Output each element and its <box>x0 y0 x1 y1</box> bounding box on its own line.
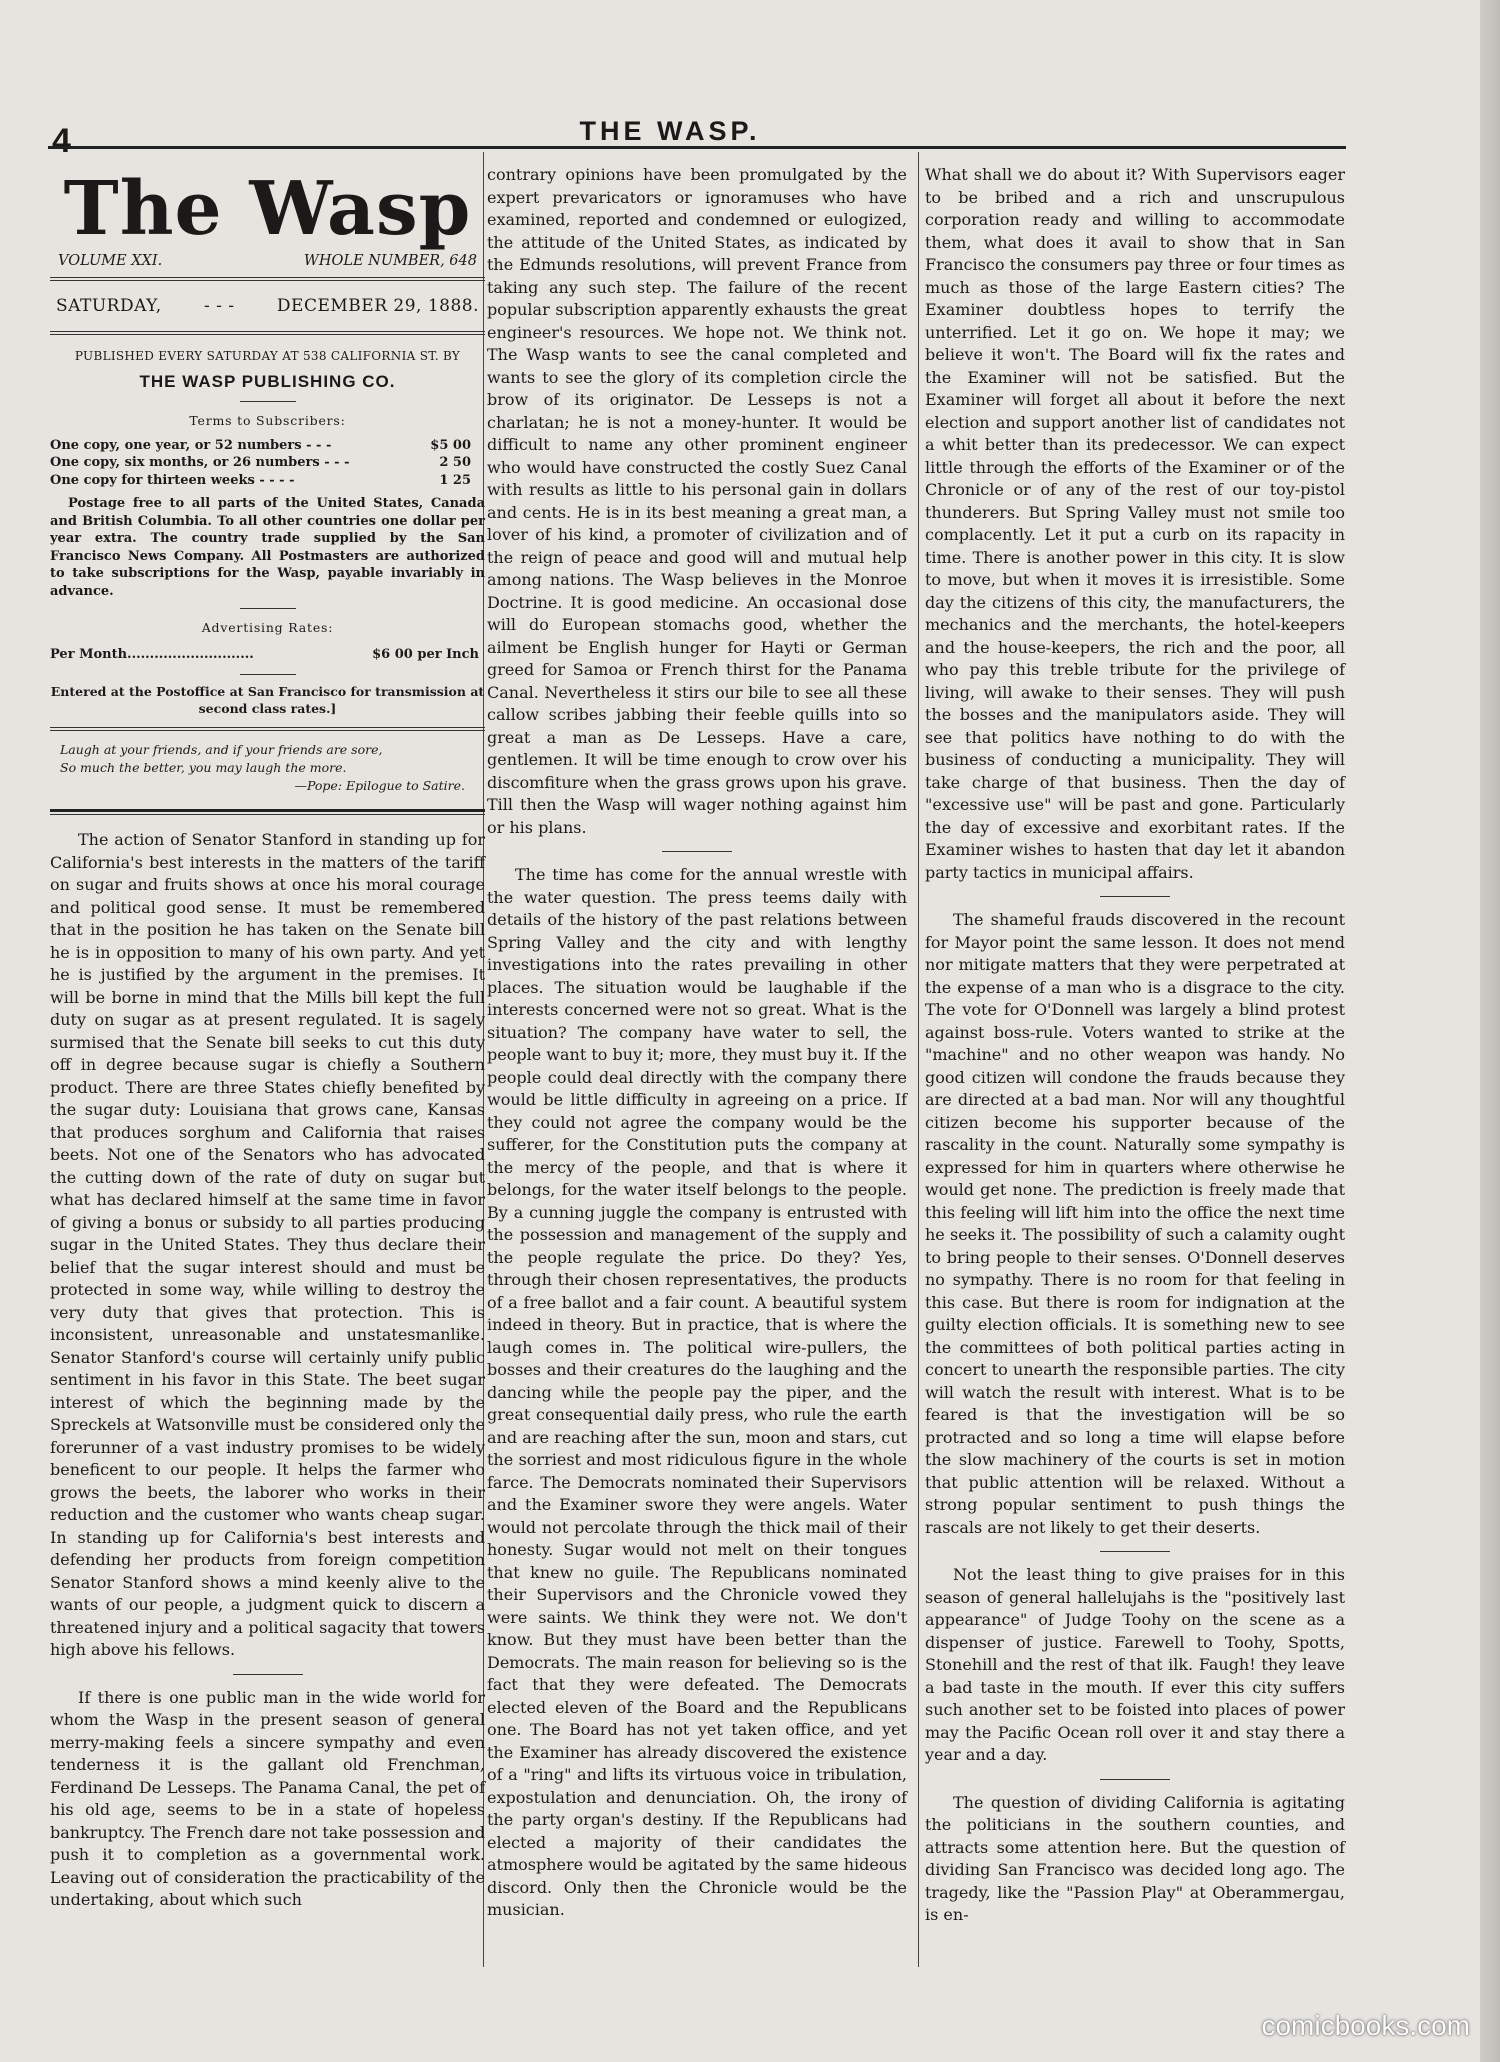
masthead-rule-2 <box>50 331 485 335</box>
entered-note: Entered at the Postoffice at San Francisco for transmission at second class rates.] <box>50 684 485 716</box>
motto-line-1: Laugh at your friends, and if your friends are sore, <box>60 742 383 757</box>
column-3 <box>925 164 1345 1927</box>
rate-label: One copy, one year, or 52 numbers - - - <box>50 437 332 453</box>
publisher-name: THE WASP PUBLISHING CO. <box>139 371 396 391</box>
masthead-bottom-rule <box>50 809 485 812</box>
motto-rule <box>50 727 485 731</box>
date-row <box>50 285 485 328</box>
subscription-rates <box>50 437 485 490</box>
page-number: 4 <box>52 122 71 160</box>
article-frauds: The shameful frauds discovered in the recount for Mayor point the same lesson. It does not mend nor mitigate matters that they were perpetrated at the expense of a man who is a disgrace to the city. The vote for O'Donnell was largely a blind protest against boss-rule. Voters wanted to strike at the "machine" and no other weapon was handy. No good citizen will condone the frauds because they are directed at a bad man. Nor will any thoughtful citizen become his supporter because of the rascality in the count. Naturally some sympathy is expressed for him in quarters where otherwise he would get none. The prediction is freely made that this feeling will lift him into the office the next time he seeks it. The possibility of such a calamity ought to bring people to their senses. O'Donnell deserves no sympathy. There is no room for that feeling in this case. But there is room for indignation at the guilty election officials. It is something new to see the committees of both political parties acting in concert to unearth the responsible parties. The city will watch the result with interest. What is to be feared is that the investigation will be so protracted and so long a time will elapse before the slow machinery of the courts is set in motion that public attention will be relaxed. Without a strong popular sentiment to push things the rascals are not likely to get their deserts. <box>925 910 1345 1537</box>
article-water-continued: What shall we do about it? With Supervisors eager to be bribed and a rich and unscrupulous corporation ready and willing to accommodate them, what does it avail to show that in San Francisco the consumers pay three or four times as much as those of the large Eastern cities? The Examiner doubtless hopes to terrify the unterrified. Let it go on. We hope it may; we believe it won't. The Board will fix the rates and the Examiner will not be satisfied. But the Examiner will forget all about it before the next election and support another list of candidates not a whit better than its predecessor. We can expect little through the efforts of the Examiner or of the Chronicle or of any of the rest of our toy-pistol thunderers. But Spring Valley must not smile too complacently. Let it put a curb on its rapacity in time. There is another power in this city. It is slow to move, but when it moves it is irresistible. Some day the citizens of this city, the manufacturers, the mechanics and the merchants, the hotel-keepers and the house-keepers, the rich and the poor, all who pay this treble tribute for the privilege of living, will awake to their senses. They will push the bosses and the manipulators aside. They will see that politics have nothing to do with the business of conducting a municipality. They will take charge of that business. Then the day of "excessive use" will be past and gone. Particularly the day of excessive and exorbitant rates. If the Examiner wishes to hasten that day let it abandon party tactics in municipal affairs. <box>925 165 1345 882</box>
column-2 <box>487 164 907 1922</box>
article-separator <box>1100 896 1170 897</box>
advertising-heading: Advertising Rates: <box>201 620 334 635</box>
terms-heading: Terms to Subscribers: <box>189 413 346 428</box>
rate-row <box>50 437 485 455</box>
header-rule <box>48 146 1346 149</box>
page-edge-shadow <box>1480 0 1500 2062</box>
article-stanford: The action of Senator Stanford in standing up for California's best interests in the matters of the tariff on sugar and fruits shows at once his moral courage and political good sense. It must be remembered that in the position he has taken on the Senate bill he is in opposition to many of his own party. And yet he is justified by the argument in the premises. It will be borne in mind that the Mills bill kept the full duty on sugar as at present regulated. It is sagely surmised that the Senate bill seeks to cut this duty off in degree because sugar is chiefly a Southern product. There are three States chiefly benefited by the sugar duty: Louisiana that grows cane, Kansas that produces sorghum and California that raises beets. Not one of the Senators who has advocated the cutting down of the rate of duty on sugar but what has declared himself at the same time in favor of giving a bonus or subsidy to all parties producing sugar in the United States. They thus declare their belief that the sugar interest should and must be protected in some way, while willing to destroy the very duty that gives that protection. This is inconsistent, unreasonable and unstatesmanlike. Senator Stanford's course will certainly unify public sentiment in his favor in this State. The beet sugar interest of which the beginning made by the Spreckels at Watsonville must be considered only the forerunner of a vast industry promises to be widely beneficent to our people. It helps the farmer who grows the beets, the laborer who works in their reduction and the customer who wants cheap sugar. In standing up for California's best interests and defending her products from foreign competition Senator Stanford shows a mind keenly alive to the wants of our people, a judgment quick to discern a threatened injury and a political sagacity that towers high above his fellows. <box>50 830 485 1659</box>
motto-line-2: So much the better, you may laugh the more. <box>60 760 347 775</box>
rate-price: 2 50 <box>439 455 471 470</box>
volume-number: VOLUME XXI. <box>58 253 163 269</box>
article-dividing: The question of dividing California is agitating the politicians in the southern counties, and attracts some attention here. But the question of dividing San Francisco was decided long ago. The tragedy, like the "Passion Play" at Oberammergau, is en- <box>925 1792 1345 1924</box>
article-separator <box>662 851 732 852</box>
rate-price: 1 25 <box>439 472 471 488</box>
short-rule <box>240 608 296 609</box>
article-separator <box>1100 1551 1170 1552</box>
running-title: THE WASP. <box>579 116 761 146</box>
motto-source: —Pope: Epilogue to Satire. <box>294 778 465 793</box>
masthead-rule <box>50 277 485 281</box>
article-water-start: The time has come for the annual wrestle with the water question. The press teems daily with details of the history of the past relations between Spring Valley and the city and with lengthy investigations into the rates prevailing in other places. The situation would be laughable if the interests concerned were not so great. What is the situation? The company have water to sell, the people want to buy it; more, they must buy it. If the people could deal directly with the company there would be little difficulty in agreeing on a price. If they could not agree the company would be the sufferer, for the Constitution puts the company at the mercy of the people, and that is where it belongs, for the water itself belongs to the people. By a cunning juggle the company is entrusted with the possession and management of the supply and the people regulate the price. Do they? Yes, through their chosen representatives, the products of a free ballot and a fair count. A beautiful system indeed in theory. But in practice, that is where the laugh comes in. The political wire-pullers, the bosses and their creatures do the laughing and the dancing while the people pay the piper, and the great consequential daily press, who rule the earth and are reaching after the sun, moon and stars, cut the sorriest and most ridiculous figure in the whole farce. The Democrats nominated their Supervisors and the Examiner swore they were angels. Water would not percolate through the thick mail of their honesty. Sugar would not melt on their tongues that knew no guile. The Republicans nominated their Supervisors and the Chronicle vowed they were saints. We think they were not. We don't know. But they must have been better than the Democrats. The main reason for believing so is the fact that they were defeated. The Democrats elected eleven of the Board and the Republicans one. The Board has not yet taken office, and yet the Examiner has already discovered the existence of a "ring" and lifts its virtuous voice in tribulation, expostulation and denunciation. Oh, the irony of the party organ's destiny. If the Republicans had elected a majority of their candidates the atmosphere would be agitated by the same hideous discord. Only then the Chronicle would be the musician. <box>487 865 907 1919</box>
short-rule <box>240 674 296 675</box>
article-lesseps-start: If there is one public man in the wide world for whom the Wasp in the present season of general merry-making feels a sincere sympathy and even tenderness it is the gallant old Frenchman, Ferdinand De Lesseps. The Panama Canal, the pet of his old age, seems to be in a state of hopeless bankruptcy. The French dare not take possession and push it to completion as a governmental work. Leaving out of consideration the practicability of the undertaking, about which such <box>50 1687 485 1909</box>
rate-row <box>50 472 485 490</box>
masthead-title: The Wasp <box>63 166 472 252</box>
rate-row <box>50 454 485 472</box>
rate-label: One copy for thirteen weeks - - - - <box>50 472 295 488</box>
column-1 <box>50 160 485 1912</box>
column-divider-2 <box>918 152 919 1967</box>
issue-date: DECEMBER 29, 1888. <box>276 295 479 316</box>
ad-label: Per Month............................ <box>50 646 254 662</box>
volume-row <box>50 250 485 273</box>
ad-price: $6 00 per Inch <box>372 646 479 662</box>
date-dashes: - - - <box>204 295 235 316</box>
advertising-rate <box>50 644 485 667</box>
article-separator <box>233 1674 303 1675</box>
article-lesseps-continued: contrary opinions have been promulgated by the expert prevaricators or ignoramuses who have examined, reported and condemned or eulogized, the attitude of the United States, as indicated by the Edmunds resolutions, will prevent France from taking any such step. The failure of the recent popular subscription apparently exhausts the great engineer's resources. We hope not. We think not. The Wasp wants to see the canal completed and wants to see the glory of its completion circle the brow of its originator. De Lesseps is not a charlatan; he is not a money-hunter. It would be difficult to name any other prominent engineer who would have constructed the costly Suez Canal with results as little to his personal gain in dollars and cents. He is in its best meaning a great man, a lover of his kind, a promoter of civilization and of the reign of peace and good will and mutual help among nations. The Wasp believes in the Monroe Doctrine. It is good medicine. An occasional dose will do European stomachs good, whether the ailment be English hunger for Hayti or German greed for Samoa or French thirst for the Panama Canal. Nevertheless it stirs our bile to see all these callow scribes jabbing their feeble quills into so great a man as De Lesseps. Have a care, gentlemen. It will be time enough to crow over his discomfiture when the grass grows upon his grave. Till then the Wasp will wager nothing against him or his plans. <box>487 165 907 837</box>
short-rule <box>240 401 296 402</box>
article-separator <box>1100 1779 1170 1780</box>
article-toohy: Not the least thing to give praises for in this season of general hallelujahs is the "positively last appearance" of Judge Toohy on the scene as a dispenser of justice. Farewell to Toohy, Spotts, Stonehill and the rest of that ilk. Faugh! they leave a bad taste in the mouth. If ever this city suffers such another set to be foisted into places of power may the Pacific Ocean roll over it and stay there a year and a day. <box>925 1565 1345 1764</box>
published-line: PUBLISHED EVERY SATURDAY AT 538 CALIFORNIA ST. BY <box>74 349 461 363</box>
issue-day: SATURDAY, <box>56 295 162 316</box>
whole-number: WHOLE NUMBER, 648 <box>303 253 477 269</box>
motto <box>50 735 485 801</box>
postage-note: Postage free to all parts of the United States, Canada and British Columbia. To all other countries one dollar per year extra. The country trade supplied by the San Francisco News Company. All Postmasters are authorized to take subscriptions for the Wasp, payable invariably in advance. <box>50 496 485 599</box>
watermark-logo: comicbooks.com <box>1261 2010 1470 2041</box>
rate-label: One copy, six months, or 26 numbers - - - <box>50 455 350 470</box>
masthead-bottom-rule-thin <box>50 814 485 815</box>
rate-price: $5 00 <box>430 437 471 453</box>
